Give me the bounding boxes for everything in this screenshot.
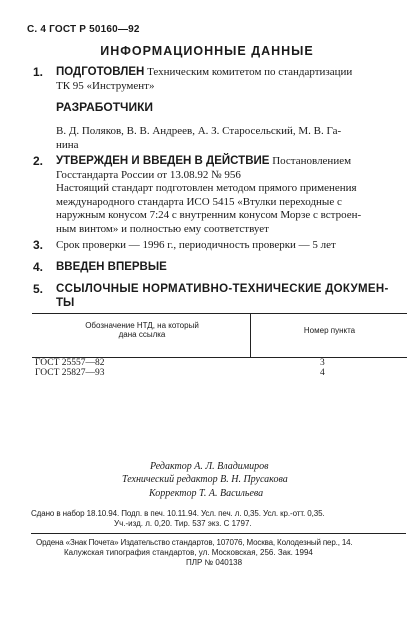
table-column-divider bbox=[250, 313, 251, 357]
section-2-line6: ным винтом» и полностью ему соответствует bbox=[56, 222, 269, 235]
table-cell-point: 3 bbox=[320, 358, 325, 368]
section-4 bbox=[33, 260, 409, 275]
section-4-number: 4. bbox=[33, 260, 44, 274]
developers-heading: РАЗРАБОТЧИКИ bbox=[56, 100, 154, 114]
imprint-line2: Уч.-изд. л. 0,20. Тир. 537 экз. С 1797. bbox=[114, 519, 252, 528]
imprint-line1: Сдано в набор 18.10.94. Подп. в печ. 10.11.94. Усл. печ. л. 0,35. Усл. кр.-отт. 0,35. bbox=[31, 509, 325, 518]
section-5-number: 5. bbox=[33, 282, 44, 296]
table-header-document-line2: дана ссылка bbox=[118, 330, 166, 339]
section-1-text: Техническим комитетом по стандартизации bbox=[147, 66, 353, 78]
section-3-number: 3. bbox=[33, 238, 44, 252]
section-2-line2: Госстандарта России от 13.08.92 № 956 bbox=[56, 168, 241, 181]
section-title: ИНФОРМАЦИОННЫЕ ДАННЫЕ bbox=[100, 44, 314, 58]
imprint-divider bbox=[31, 533, 406, 534]
section-1-text-line2: ТК 95 «Инструмент» bbox=[56, 79, 155, 92]
section-1-number: 1. bbox=[33, 65, 44, 79]
developers-line1: В. Д. Поляков, В. В. Андреев, А. З. Старосельский, М. В. Га- bbox=[56, 125, 342, 137]
imprint-line3: Ордена «Знак Почета» Издательство стандартов, 107076, Москва, Колодезный пер., 14. bbox=[36, 538, 353, 547]
developers-list bbox=[56, 124, 406, 152]
imprint-line4: Калужская типография стандартов, ул. Московская, 256. Зак. 1994 bbox=[64, 548, 313, 557]
section-4-heading: ВВЕДЕН ВПЕРВЫЕ bbox=[56, 261, 167, 273]
imprint-line5: ПЛР № 040138 bbox=[186, 558, 243, 567]
section-2-line5: наружным конусом 7:24 с внутренним конусом Морзе с встроен- bbox=[56, 209, 362, 221]
table-header-point: Номер пункта bbox=[303, 326, 356, 335]
table-header-document bbox=[52, 321, 232, 339]
section-2-line4: международного стандарта ИСО 5415 «Втулки переходные с bbox=[56, 195, 342, 208]
section-5-heading-line1: ССЫЛОЧНЫЕ НОРМАТИВНО-ТЕХНИЧЕСКИЕ ДОКУМЕН- bbox=[56, 283, 389, 295]
section-5-heading-line2: ТЫ bbox=[56, 296, 75, 309]
corrector-credit: Корректор Т. А. Васильева bbox=[149, 488, 264, 499]
section-3 bbox=[33, 238, 409, 253]
editor-credit: Редактор А. Л. Владимиров bbox=[150, 461, 269, 472]
section-3-text: Срок проверки — 1996 г., периодичность проверки — 5 лет bbox=[56, 239, 336, 251]
tech-editor-credit: Технический редактор В. Н. Прусакова bbox=[122, 474, 288, 485]
section-1-heading: ПОДГОТОВЛЕН bbox=[56, 66, 145, 78]
section-2-line3: Настоящий стандарт подготовлен методом прямого применения bbox=[56, 182, 357, 194]
section-2 bbox=[33, 154, 409, 236]
developers-line2: нина bbox=[56, 139, 79, 151]
section-2-text: Постановлением bbox=[272, 155, 352, 167]
page-header: С. 4 ГОСТ Р 50160—92 bbox=[27, 24, 140, 35]
table-header-document-line1: Обозначение НТД, на который bbox=[85, 321, 199, 330]
section-2-number: 2. bbox=[33, 154, 44, 168]
section-1 bbox=[33, 65, 409, 93]
table-cell-document: ГОСТ 25827—93 bbox=[35, 368, 105, 378]
section-2-heading: УТВЕРЖДЕН И ВВЕДЕН В ДЕЙСТВИЕ bbox=[56, 155, 270, 167]
section-5 bbox=[33, 282, 409, 310]
table-top-rule bbox=[32, 313, 407, 314]
table-cell-document: ГОСТ 25557—82 bbox=[35, 358, 105, 368]
table-cell-point: 4 bbox=[320, 368, 325, 378]
